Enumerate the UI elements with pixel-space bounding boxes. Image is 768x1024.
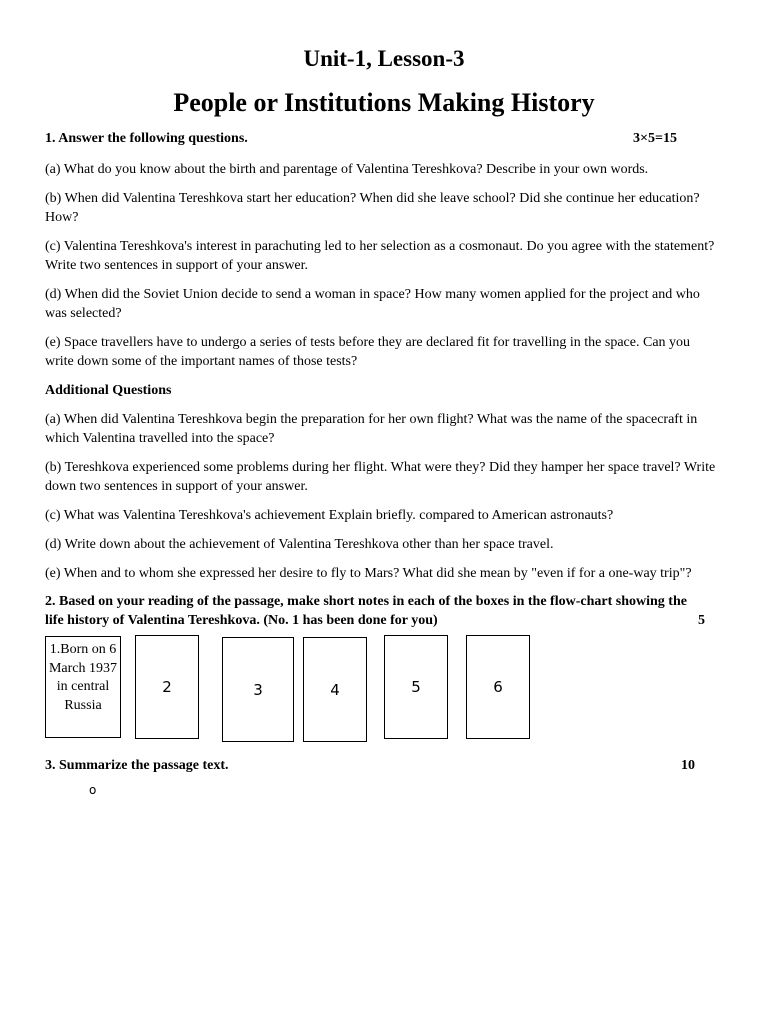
question-1-marks: 3×5=15 [633, 131, 677, 146]
flow-chart-box-3: 3 [222, 637, 294, 742]
flow-chart-box-2: 2 [135, 635, 199, 739]
additional-item-e: (e) When and to whom she expressed her desire to fly to Mars? What did she mean by "even if for a one-way trip"? [45, 566, 692, 581]
q1-item-e: (e) Space travellers have to undergo a series of tests before they are declared fit for travelling in the space. Can you write down some of the important names of those tests? [45, 335, 691, 369]
question-3-text: 3. Summarize the passage text. [45, 758, 229, 773]
q1-item-c: (c) Valentina Tereshkova's interest in parachuting led to her selection as a cosmonaut. Do you agree with the statement? Write two sentences in support of your answer. [45, 239, 715, 273]
unit-title: Unit-1, Lesson-3 [303, 46, 465, 71]
lesson-title: People or Institutions Making History [173, 88, 595, 117]
question-3-marks: 10 [681, 758, 695, 773]
additional-item-d: (d) Write down about the achievement of Valentina Tereshkova other than her space travel. [45, 537, 554, 552]
additional-item-c: (c) What was Valentina Tereshkova's achievement Explain briefly. compared to American astronauts? [45, 508, 614, 523]
flow-chart-box-4: 4 [303, 637, 367, 742]
q1-item-d: (d) When did the Soviet Union decide to send a woman in space? How many women applied for the project and who was selected? [45, 287, 700, 321]
flow-chart-box-1: 1.Born on 6 March 1937 in central Russia [45, 636, 121, 738]
q1-item-a: (a) What do you know about the birth and parentage of Valentina Tereshkova? Describe in your own words. [45, 162, 649, 177]
question-2-marks: 5 [698, 613, 705, 628]
question-1-heading [45, 131, 677, 147]
additional-item-a: (a) When did Valentina Tereshkova begin the preparation for her own flight? What was the name of the spacecraft in which Valentina travelled into the space? [45, 412, 698, 446]
additional-item-b: (b) Tereshkova experienced some problems during her flight. What were they? Did they hamper her space travel? Write down two sentences in support of your answer. [45, 460, 716, 494]
flow-chart-box-5: 5 [384, 635, 448, 739]
additional-questions-heading: Additional Questions [45, 383, 172, 398]
stray-mark: o [89, 783, 97, 797]
question-2 [45, 592, 705, 630]
question-3 [45, 758, 695, 774]
question-1-text: 1. Answer the following questions. [45, 131, 248, 146]
q1-item-b: (b) When did Valentina Tereshkova start her education? When did she leave school? Did she continue her education? How? [45, 191, 700, 225]
question-2-text: 2. Based on your reading of the passage, make short notes in each of the boxes in the flow-chart showing the life history of Valentina Tereshkova. (No. 1 has been done for you) [45, 594, 687, 628]
flow-chart-box-6: 6 [466, 635, 530, 739]
